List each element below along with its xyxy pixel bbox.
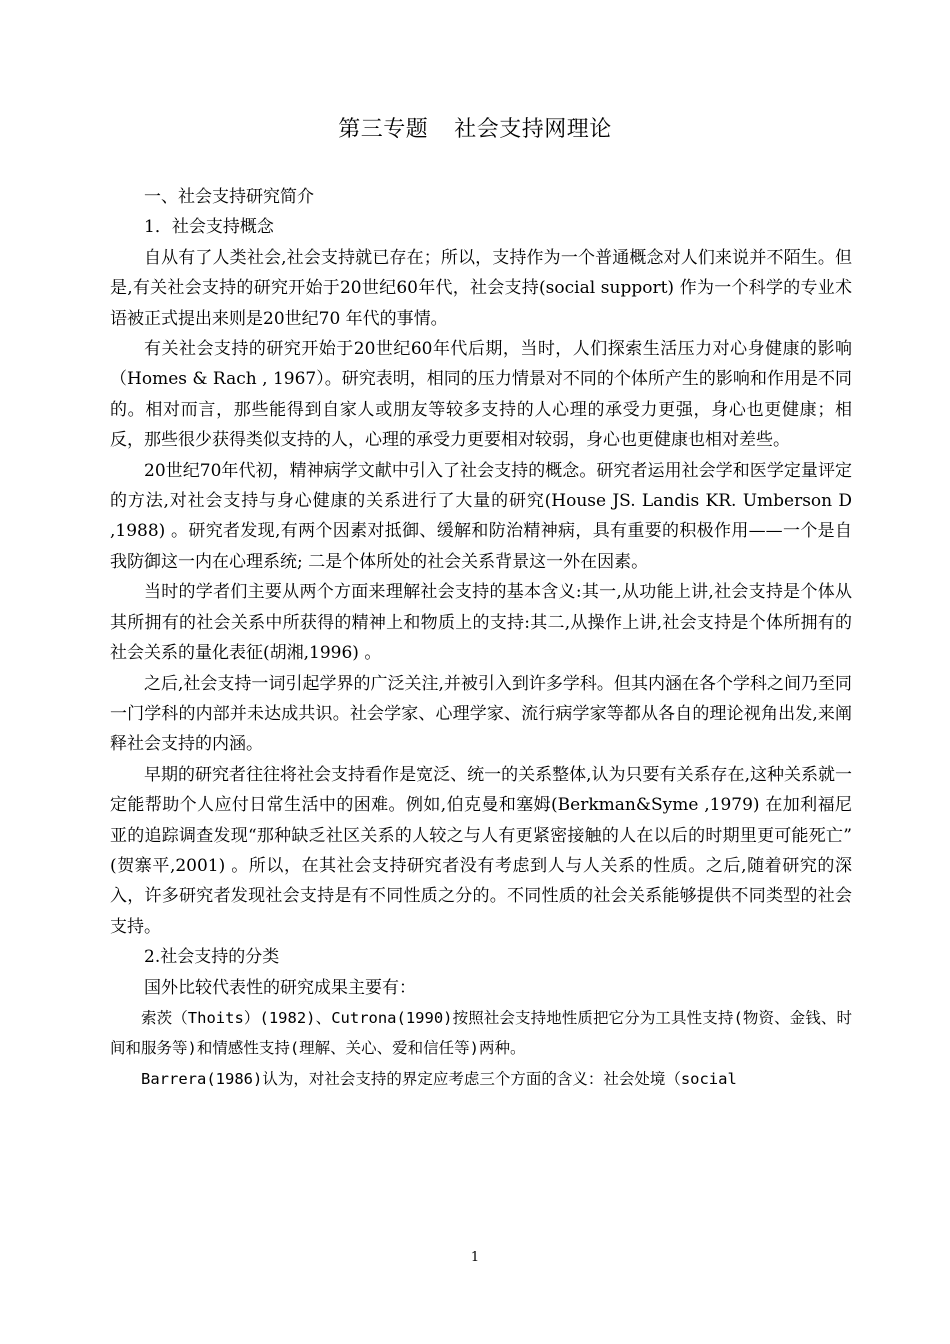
title-topic-number: 第三专题 <box>338 117 429 142</box>
paragraph: 之后,社会支持一词引起学界的广泛关注,并被引入到许多学科。但其内涵在各个学科之间乃至同一门学科的内部并未达成共识。社会学家、心理学家、流行病学家等都从各自的理论视角出发,来阐释社会支持的内涵。 <box>110 673 852 755</box>
section-heading: 一、社会支持研究简介 <box>144 187 314 207</box>
paragraph: 20世纪70年代初，精神病学文献中引入了社会支持的概念。研究者运用社会学和医学定量评定的方法,对社会支持与身心健康的关系进行了大量的研究(House JS. Landis KR. Umberson D ,1988) 。研究者发现,有两个因素对抵御、缓解和防治精神病，具有重要的积极作用——一个是自我防御这一内在心理系统; 二是个体所处的社会关系背景这一外在因素。 <box>110 460 852 572</box>
paragraph: Barrera(1986)认为，对社会支持的界定应考虑三个方面的含义：社会处境（social <box>141 1069 737 1088</box>
paragraph: 早期的研究者往往将社会支持看作是宽泛、统一的关系整体,认为只要有关系存在,这种关系就一定能帮助个人应付日常生活中的困难。例如,伯克曼和塞姆(Berkman&Syme ,1979) 在加利福尼亚的追踪调查发现“那种缺乏社区关系的人较之与人有更紧密接触的人在以后的时期里更可能死亡” (贺寨平,2001) 。所以，在其社会支持研究者没有考虑到人与人关系的性质。之后,随着研究的深入，许多研究者发现社会支持是有不同性质之分的。不同性质的社会关系能够提供不同类型的社会支持。 <box>110 764 852 937</box>
page-title <box>0 112 950 143</box>
paragraph: 有关社会支持的研究开始于20世纪60年代后期，当时，人们探索生活压力对心身健康的影响（Homes & Rach , 1967）。研究表明，相同的压力情景对不同的个体所产生的影响和作用是不同的。相对而言，那些能得到自家人或朋友等较多支持的人心理的承受力更强，身心也更健康；相反，那些很少获得类似支持的人，心理的承受力更要相对较弱，身心也更健康也相对差些。 <box>110 339 852 451</box>
page-number: 1 <box>470 1250 480 1265</box>
paragraph: 自从有了人类社会,社会支持就已存在；所以，支持作为一个普通概念对人们来说并不陌生。但是,有关社会支持的研究开始于20世纪60年代，社会支持(social support) 作为一个科学的专业术语被正式提出来则是20世纪70 年代的事情。 <box>110 247 852 329</box>
paragraph: 国外比较代表性的研究成果主要有： <box>144 977 416 998</box>
subsection-heading: 2.社会支持的分类 <box>144 947 280 968</box>
paragraph: 索茨（Thoits）(1982)、Cutrona(1990)按照社会支持地性质把它分为工具性支持(物资、金钱、时间和服务等)和情感性支持(理解、关心、爱和信任等)两种。 <box>110 1008 852 1058</box>
paragraph: 当时的学者们主要从两个方面来理解社会支持的基本含义:其一,从功能上讲,社会支持是个体从其所拥有的社会关系中所获得的精神上和物质上的支持:其二,从操作上讲,社会支持是个体所拥有的社会关系的量化表征(胡湘,1996) 。 <box>110 582 852 664</box>
body-text <box>110 182 852 1094</box>
title-topic-name: 社会支持网理论 <box>454 117 612 142</box>
subsection-heading: 1．社会支持概念 <box>144 217 274 238</box>
